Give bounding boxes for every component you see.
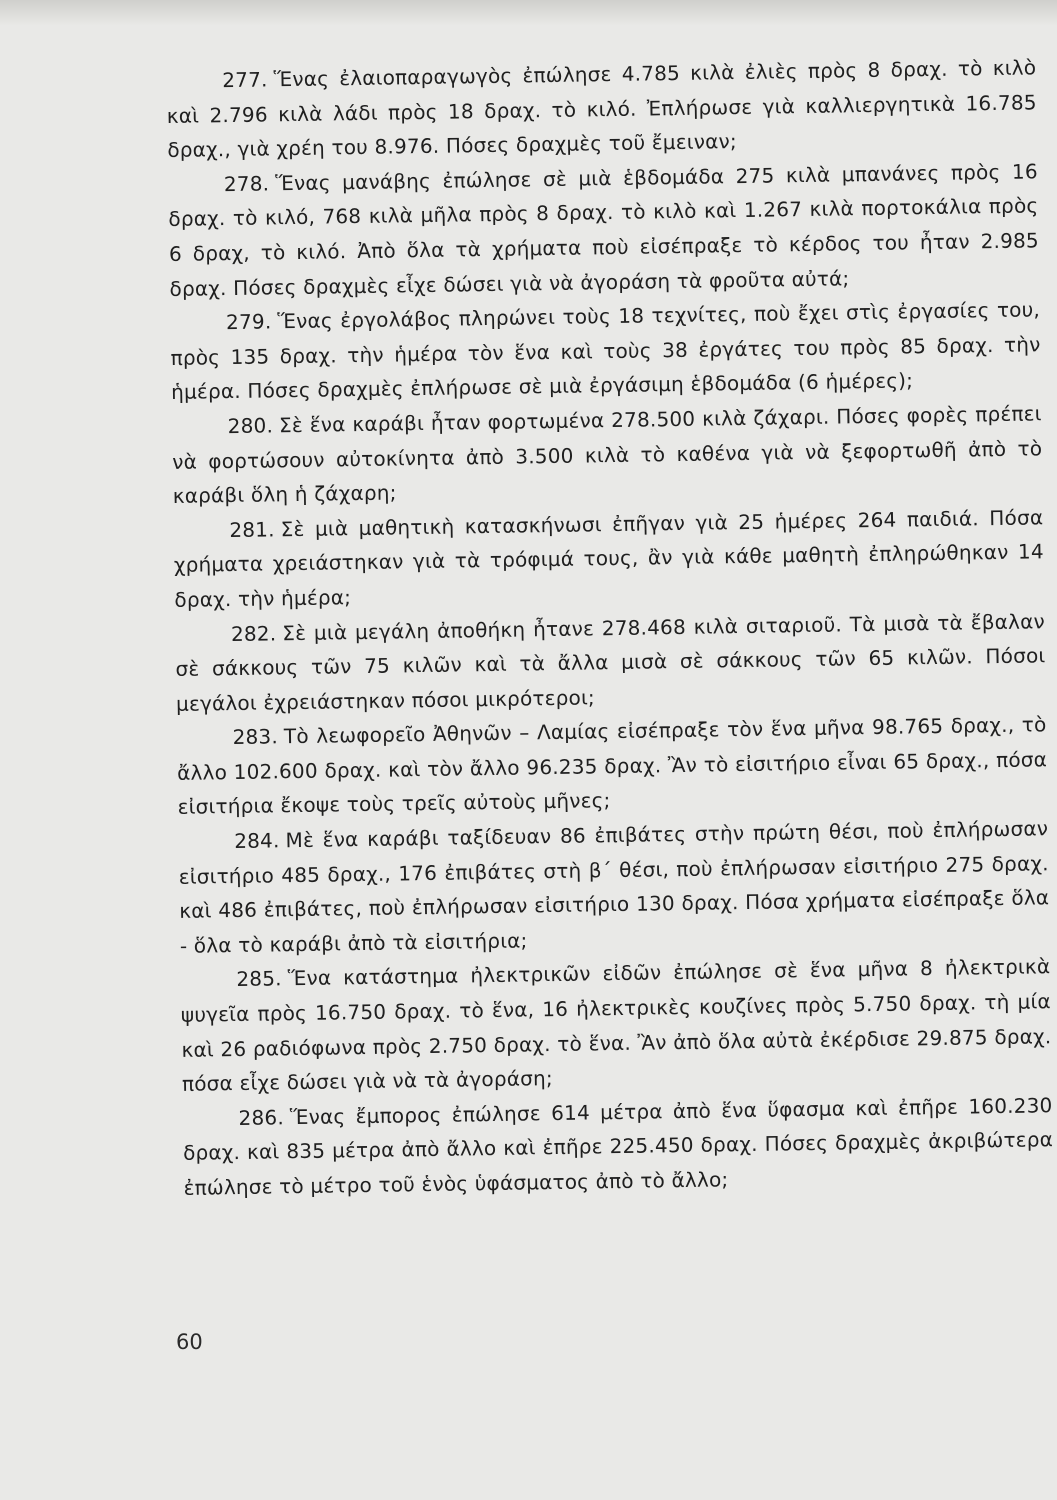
problem-text: Ἕνας μανάβης ἐπώλησε σὲ μιὰ ἑβδομάδα 275 κιλὰ μπανάνες πρὸς 16 δραχ. τὸ κιλό, 768 κιλὰ μῆλα πρὸς 8 δραχ. τὸ κιλὸ καὶ 1.267 κιλὰ πορτοκάλια πρὸς 6 δραχ, τὸ κιλό. Ἀπὸ ὅλα τὰ χρήματα ποὺ εἰσέπραξε τὸ κέρδος του ἦταν 2.985 δραχ. Πόσες δραχμὲς εἶχε δώσει γιὰ νὰ ἀγοράση τὰ φροῦτα αὐτά;: [168, 159, 1040, 301]
problem-number: 282.: [230, 620, 277, 646]
problem-282: [175, 604, 1047, 721]
problem-text: Σὲ ἕνα καράβι ἦταν φορτωμένα 278.500 κιλὰ ζάχαρι. Πόσες φορὲς πρέπει νὰ φορτώσουν αὐτοκίνητα ἀπὸ 3.500 κιλὰ τὸ καθένα γιὰ νὰ ξεφορτωθῆ ἀπὸ τὸ καράβι ὅλη ἡ ζάχαρη;: [172, 401, 1043, 509]
problem-text: Ἕνα κατάστημα ἠλεκτρικῶν εἰδῶν ἐπώλησε σὲ ἕνα μῆνα 8 ἠλεκτρικὰ ψυγεῖα πρὸς 16.750 δραχ. τὸ ἕνα, 16 ἠλεκτρικὲς κουζίνες πρὸς 5.750 δραχ. τὴ μία καὶ 26 ραδιόφωνα πρὸς 2.750 δραχ. τὸ ἕνα. Ἂν ἀπὸ ὅλα αὐτὰ ἐκέρδισε 29.875 δραχ. πόσα εἶχε δώσει γιὰ νὰ τὰ ἀγοράση;: [180, 954, 1052, 1097]
problem-number: 279.: [225, 309, 272, 335]
problem-277: [166, 50, 1038, 167]
problem-text: Μὲ ἕνα καράβι ταξίδευαν 86 ἐπιβάτες στὴν πρώτη θέσι, ποὺ ἐπλήρωσαν εἰσιτήριο 485 δραχ., 176 ἐπιβάτες στὴ β΄ θέσι, ποὺ ἐπλήρωσαν εἰσιτήριο 275 δραχ. καὶ 486 ἐπιβάτες, ποὺ ἐπλήρωσαν εἰσιτήριο 130 δραχ. Πόσα χρήματα εἰσέπραξε ὅλα - ὅλα τὸ καράβι ἀπὸ τὰ εἰσιτήρια;: [178, 816, 1050, 958]
problem-279: [170, 292, 1042, 409]
problem-number: 284.: [234, 828, 280, 854]
scan-edge-shadow: [0, 0, 1057, 26]
problem-number: 277.: [222, 67, 268, 93]
problem-text: Ἕνας ἔμπορος ἐπώλησε 614 μέτρα ἀπὸ ἕνα ὕφασμα καὶ ἐπῆρε 160.230 δραχ. καὶ 835 μέτρα ἀπὸ ἄλλο καὶ ἐπῆρε 225.450 δραχ. Πόσες δραχμὲς ἀκριβώτερα ἐπώλησε τὸ μέτρο τοῦ ἑνὸς ὑφάσματος ἀπὸ τὸ ἄλλο;: [182, 1093, 1054, 1200]
problem-number: 281.: [229, 517, 275, 542]
problem-286: [182, 1088, 1054, 1205]
problem-text: Τὸ λεωφορεῖο Ἀθηνῶν – Λαμίας εἰσέπραξε τὸν ἕνα μῆνα 98.765 δραχ., τὸ ἄλλο 102.600 δραχ. καὶ τὸν ἄλλο 96.235 δραχ. Ἂν τὸ εἰσιτήριο εἶναι 65 δραχ., πόσα εἰσιτήρια ἔκοψε τοὺς τρεῖς αὐτοὺς μῆνες;: [176, 712, 1048, 820]
problem-number: 280.: [227, 413, 274, 439]
problem-text: Σὲ μιὰ μεγάλη ἀποθήκη ἦτανε 278.468 κιλὰ σιταριοῦ. Τὰ μισὰ τὰ ἔβαλαν σὲ σάκκους τῶν 75 κιλῶν καὶ τὰ ἄλλα μισὰ σὲ σάκκους τῶν 65 κιλῶν. Πόσοι μεγάλοι ἐχρειάστηκαν πόσοι μικρότεροι;: [175, 608, 1046, 716]
problem-text: Ἕνας ἐλαιοπαραγωγὸς ἐπώλησε 4.785 κιλὰ ἐλιὲς πρὸς 8 δραχ. τὸ κιλὸ καὶ 2.796 κιλὰ λάδι πρὸς 18 δραχ. τὸ κιλό. Ἐπλήρωσε γιὰ καλλιεργητικὰ 16.785 δραχ., γιὰ χρέη του 8.976. Πόσες δραχμὲς τοῦ ἔμειναν;: [166, 55, 1037, 163]
problem-283: [176, 708, 1048, 825]
page-text-block: [166, 50, 1054, 1205]
problem-278: [168, 154, 1040, 306]
page-number: 60: [176, 1330, 203, 1354]
problem-281: [173, 500, 1045, 617]
problem-280: [171, 396, 1043, 513]
problem-number: 286.: [238, 1105, 285, 1130]
problem-text: Σὲ μιὰ μαθητικὴ κατασκήνωσι ἐπῆγαν γιὰ 25 ἡμέρες 264 παιδιά. Πόσα χρήματα χρειάστηκαν γιὰ τὰ τρόφιμά τους, ἂν γιὰ κάθε μαθητὴ ἐπληρώθηκαν 14 δραχ. τὴν ἡμέρα;: [173, 504, 1044, 612]
problem-number: 278.: [223, 171, 270, 196]
problem-number: 283.: [232, 724, 279, 750]
problem-text: Ἕνας ἐργολάβος πληρώνει τοὺς 18 τεχνίτες, ποὺ ἔχει στὶς ἐργασίες του, πρὸς 135 δραχ. τὴν ἡμέρα τὸν ἕνα καὶ τοὺς 38 ἐργάτες του πρὸς 85 δραχ. τὴν ἡμέρα. Πόσες δραχμὲς ἐπλήρωσε σὲ μιὰ ἐργάσιμη ἑβδομάδα (6 ἡμέρες);: [170, 297, 1041, 405]
problem-285: [180, 950, 1052, 1102]
problem-284: [178, 811, 1050, 963]
problem-number: 285.: [236, 966, 282, 992]
